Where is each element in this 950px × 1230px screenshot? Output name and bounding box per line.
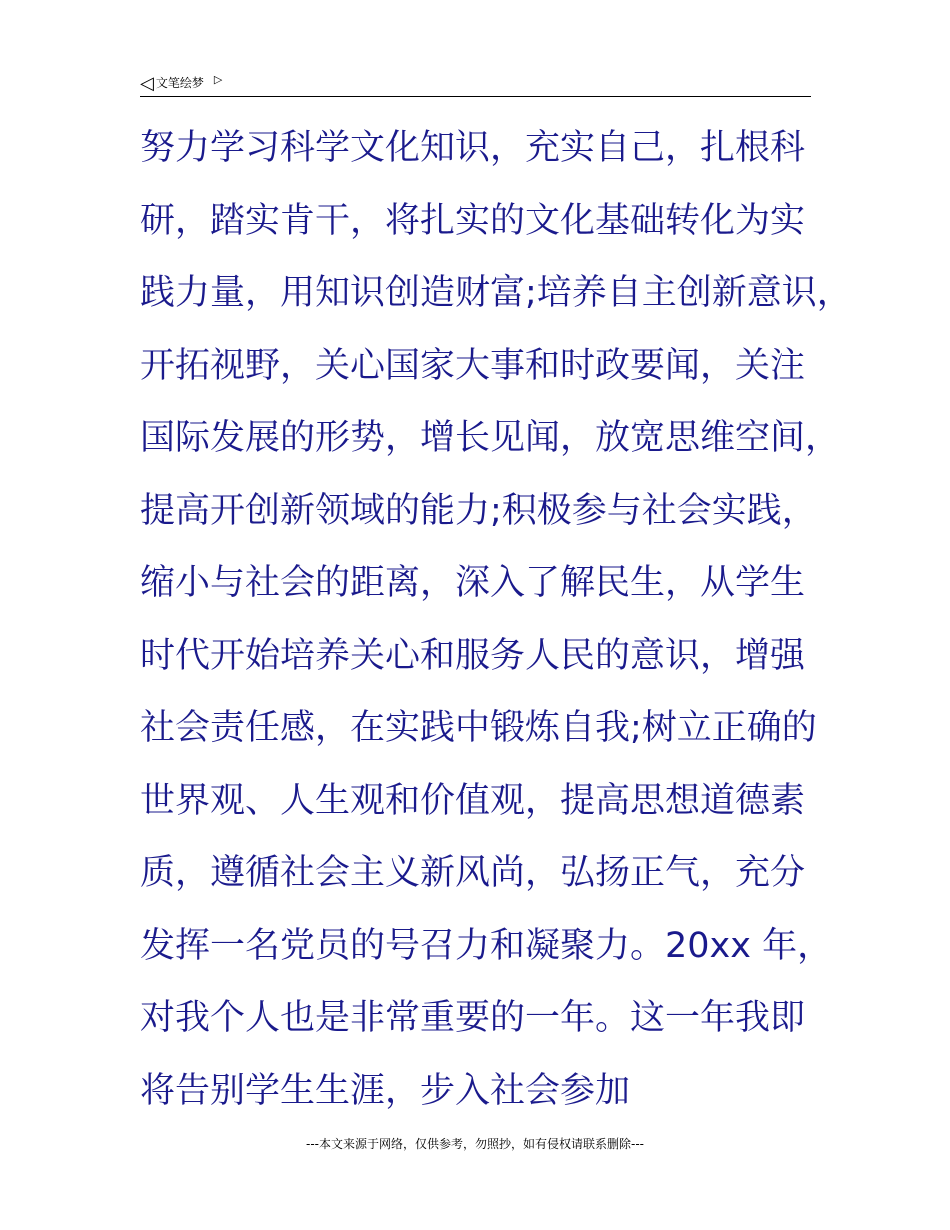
header-title: 文笔绘梦 bbox=[155, 76, 204, 90]
page-footer-disclaimer: ---本文来源于网络，仅供参考，勿照抄，如有侵权请联系删除--- bbox=[306, 1137, 644, 1151]
body-line-1: 努力学习科学文化知识，充实自己，扎根科 bbox=[140, 128, 806, 168]
body-line-9: 社会责任感，在实践中锻炼自我;树立正确的 bbox=[140, 708, 817, 748]
body-line-2: 研，踏实肯干，将扎实的文化基础转化为实 bbox=[140, 200, 806, 241]
body-line-10: 世界观、人生观和价值观，提高思想道德素 bbox=[140, 780, 806, 821]
body-line-7: 缩小与社会的距离，深入了解民生，从学生 bbox=[140, 563, 806, 603]
triangle-left-outline-icon: ◁ bbox=[140, 73, 154, 94]
body-line-13: 对我个人也是非常重要的一年。这一年我即 bbox=[140, 998, 806, 1038]
body-line-4: 开拓视野，关心国家大事和时政要闻，关注 bbox=[140, 345, 806, 386]
body-line-5: 国际发展的形势，增长见闻，放宽思维空间， bbox=[140, 418, 841, 458]
page-header bbox=[140, 70, 811, 97]
body-line-6: 提高开创新领域的能力;积极参与社会实践， bbox=[140, 490, 817, 531]
body-line-14: 将告别学生生涯，步入社会参加 bbox=[140, 1070, 631, 1111]
body-line-12: 发挥一名党员的号召力和凝聚力。20xx 年， bbox=[140, 925, 833, 966]
body-line-11: 质，遵循社会主义新风尚，弘扬正气，充分 bbox=[140, 853, 806, 893]
triangle-right-outline-icon: ▷ bbox=[213, 73, 223, 86]
body-line-8: 时代开始培养关心和服务人民的意识，增强 bbox=[140, 635, 806, 676]
body-line-3: 践力量，用知识创造财富;培养自主创新意识， bbox=[140, 273, 852, 313]
document-body bbox=[140, 112, 852, 1127]
